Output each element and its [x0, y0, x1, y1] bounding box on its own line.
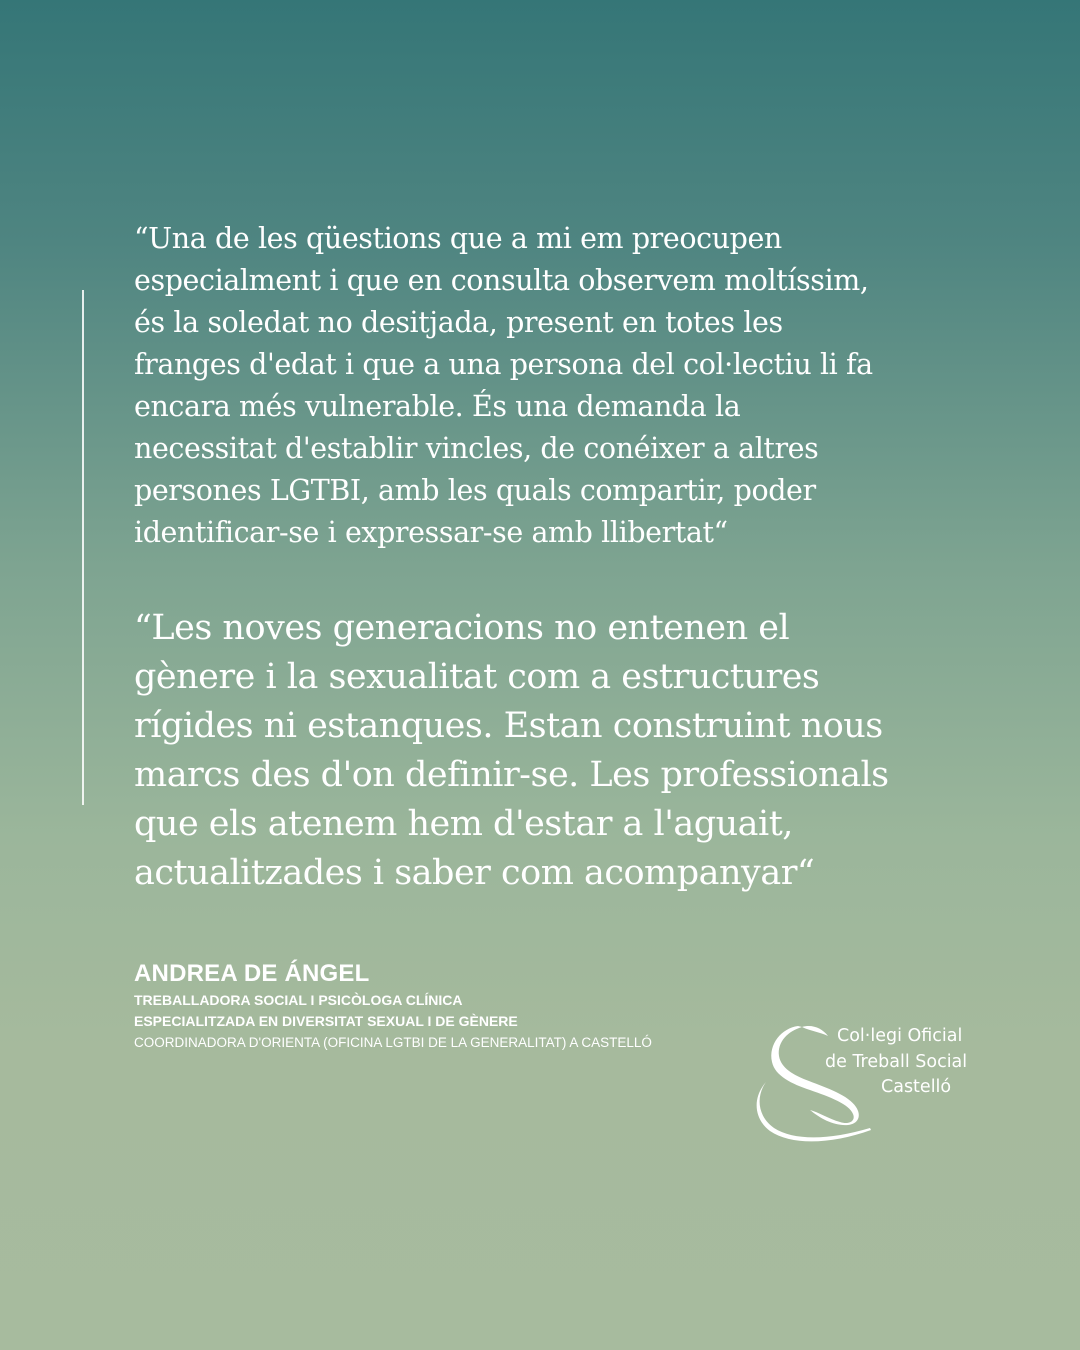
- quote-primary: [134, 218, 873, 554]
- quote-line: identificar-se i expressar-se amb llibertat“: [134, 516, 728, 549]
- quote-line: és la soledat no desitjada, present en totes les: [134, 306, 783, 339]
- quote-secondary: [134, 604, 889, 898]
- logo-text: [822, 1024, 978, 1101]
- author-position: COORDINADORA D'ORIENTA (OFICINA LGTBI DE LA GENERALITAT) A CASTELLÓ: [134, 1035, 652, 1050]
- quote-line: marcs des d'on definir-se. Les professionals: [134, 755, 889, 795]
- quote-line: necessitat d'establir vincles, de conéixer a altres: [134, 432, 819, 465]
- quote-line: franges d'edat i que a una persona del col·lectiu li fa: [134, 348, 873, 381]
- quote-line: que els atenem hem d'estar a l'aguait,: [134, 804, 793, 844]
- logo-line-3: Castelló: [881, 1077, 952, 1097]
- logo-line-2: de Treball Social: [825, 1051, 968, 1072]
- quote-line: gènere i la sexualitat com a estructures: [134, 657, 820, 697]
- author-role: TREBALLADORA SOCIAL I PSICÒLOGA CLÍNICA: [134, 992, 463, 1008]
- author-block: [134, 958, 652, 1053]
- quote-line: persones LGTBI, amb les quals compartir, poder: [134, 474, 816, 507]
- vertical-divider: [82, 290, 84, 805]
- author-specialty: ESPECIALITZADA EN DIVERSITAT SEXUAL I DE GÈNERE: [134, 1013, 518, 1029]
- author-name: ANDREA DE ÁNGEL: [134, 960, 370, 987]
- quote-line: “Les noves generacions no entenen el: [134, 608, 790, 648]
- quote-line: “Una de les qüestions que a mi em preocupen: [134, 222, 782, 255]
- organization-logo: [752, 1018, 982, 1143]
- quote-line: rígides ni estanques. Estan construint nous: [134, 706, 883, 746]
- quote-line: encara més vulnerable. És una demanda la: [134, 390, 741, 423]
- quote-line: actualitzades i saber com acompanyar“: [134, 853, 815, 893]
- quote-line: especialment i que en consulta observem moltíssim,: [134, 264, 869, 297]
- logo-line-1: Col·legi Oficial: [837, 1026, 963, 1046]
